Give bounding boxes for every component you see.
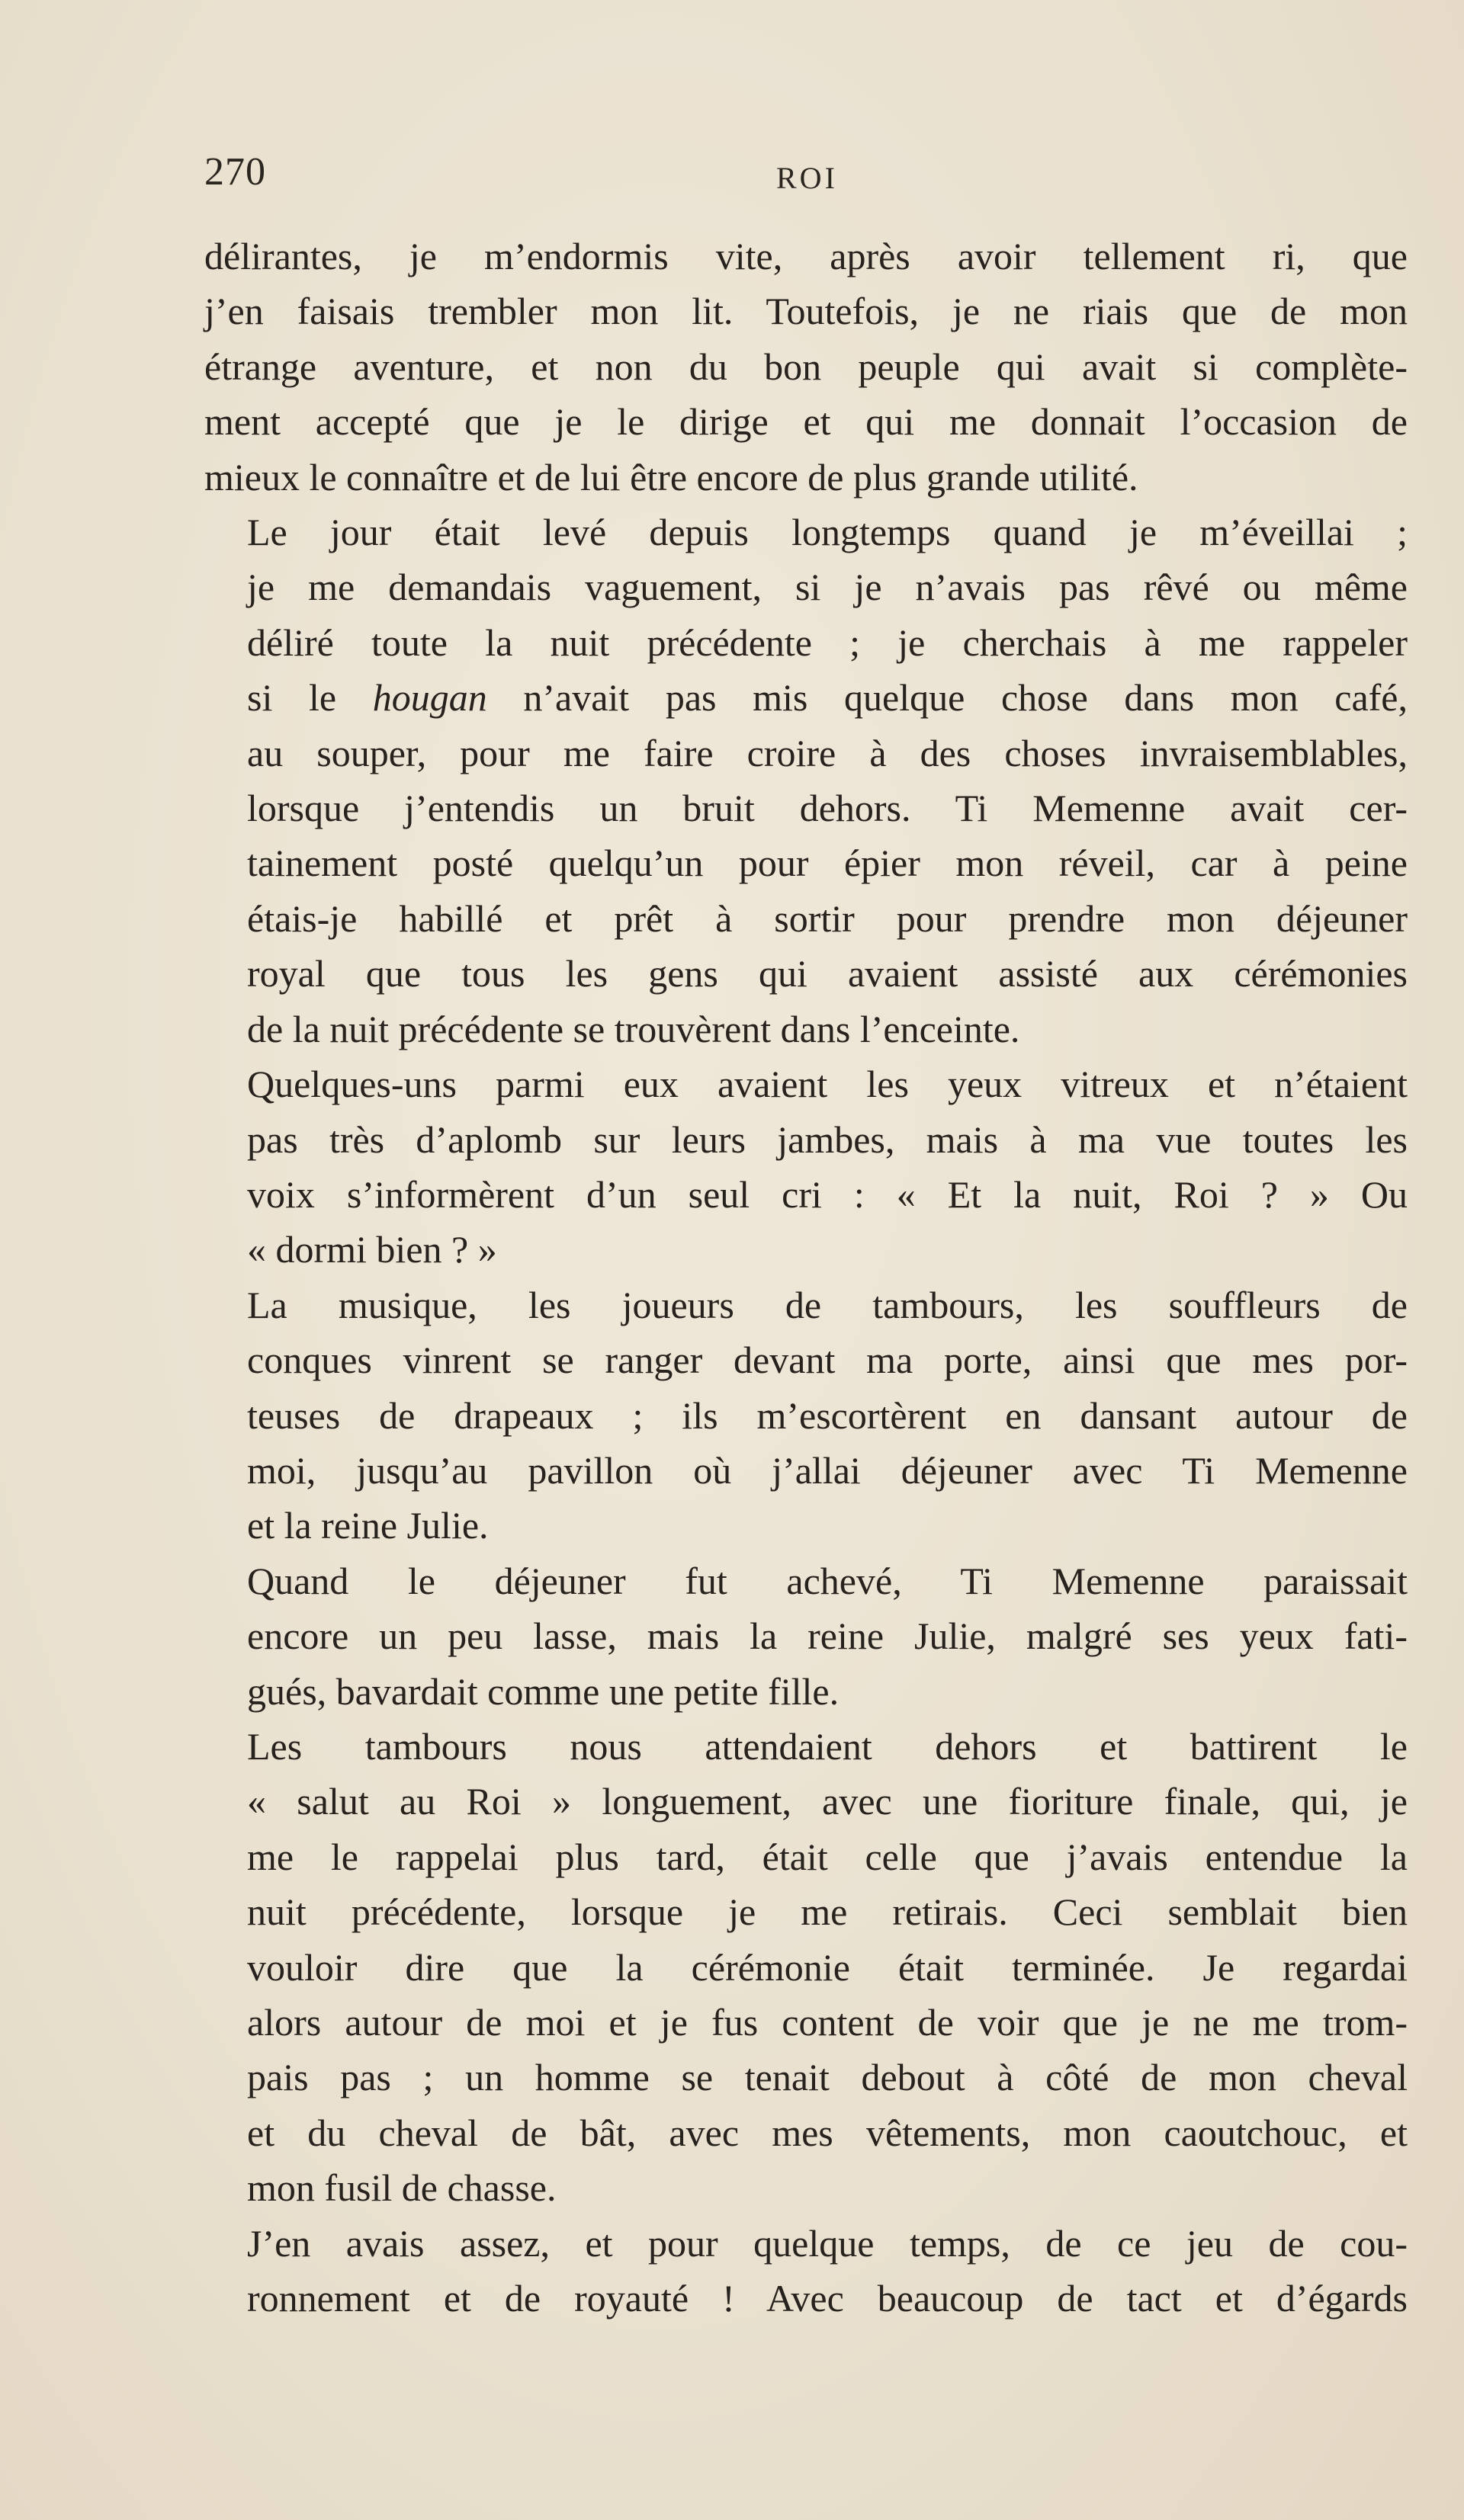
- text-line: alors autour de moi et je fus content de voir que je ne me trom-: [247, 2001, 1408, 2044]
- text-line: nuit précédente, lorsque je me retirais. Ceci semblait bien: [247, 1890, 1408, 1934]
- paragraph: [204, 505, 1408, 1056]
- paragraph: [204, 1553, 1408, 1719]
- text-line: mieux le connaître et de lui être encore de plus grande utilité.: [204, 455, 1138, 499]
- text-line: étrange aventure, et non du bon peuple qui avait si complète-: [204, 345, 1408, 388]
- text-line: Quelques-uns parmi eux avaient les yeux vitreux et n’étaient: [247, 1063, 1408, 1106]
- text-line: mon fusil de chasse.: [247, 2166, 557, 2210]
- text-line: et la reine Julie.: [247, 1504, 489, 1547]
- body-text: [204, 229, 1408, 2326]
- text-line: au souper, pour me faire croire à des choses invraisemblables,: [247, 731, 1408, 774]
- text-line: pais pas ; un homme se tenait debout à côté de mon cheval: [247, 2056, 1408, 2099]
- text-line: gués, bavardait comme une petite fille.: [247, 1669, 840, 1713]
- text-line: ment accepté que je le dirige et qui me donnait l’occasion de: [204, 400, 1408, 444]
- text-line: J’en avais assez, et pour quelque temps, de ce jeu de cou-: [247, 2221, 1408, 2265]
- text-line: déliré toute la nuit précédente ; je cherchais à me rappeler: [247, 620, 1408, 664]
- italic-term: hougan: [372, 676, 487, 720]
- text-line: j’en faisais trembler mon lit. Toutefois, je ne riais que de mon: [204, 290, 1408, 333]
- text-line: ronnement et de royauté ! Avec beaucoup de tact et d’égards: [247, 2277, 1408, 2320]
- text-line: teuses de drapeaux ; ils m’escortèrent en dansant autour de: [247, 1393, 1408, 1437]
- page-number: 270: [204, 150, 266, 194]
- text-line: et du cheval de bât, avec mes vêtements, mon caoutchouc, et: [247, 2111, 1408, 2154]
- text-line: étais-je habillé et prêt à sortir pour prendre mon déjeuner: [247, 896, 1408, 940]
- text-line: encore un peu lasse, mais la reine Julie, malgré ses yeux fati-: [247, 1614, 1408, 1658]
- text-line: voix s’informèrent d’un seul cri : « Et la nuit, Roi ? » Ou: [247, 1172, 1408, 1216]
- text-line: je me demandais vaguement, si je n’avais pas rêvé ou même: [247, 566, 1408, 609]
- paragraph: [204, 229, 1408, 505]
- text-line: royal que tous les gens qui avaient assisté aux cérémonies: [247, 952, 1408, 995]
- text-line: pas très d’aplomb sur leurs jambes, mais à ma vue toutes les: [247, 1117, 1408, 1161]
- text-line: Quand le déjeuner fut achevé, Ti Memenne paraissait: [247, 1559, 1408, 1602]
- text-line: tainement posté quelqu’un pour épier mon réveil, car à peine: [247, 842, 1408, 885]
- paragraph: [204, 1719, 1408, 2216]
- paragraph: [204, 1278, 1408, 1553]
- page-header: [204, 149, 1408, 203]
- text-line: La musique, les joueurs de tambours, les souffleurs de: [247, 1283, 1408, 1326]
- text-line: moi, jusqu’au pavillon où j’allai déjeuner avec Ti Memenne: [247, 1448, 1408, 1492]
- text-line: Les tambours nous attendaient dehors et battirent le: [247, 1724, 1408, 1768]
- text-line: me le rappelai plus tard, était celle que j’avais entendue la: [247, 1835, 1408, 1878]
- text-line: « dormi bien ? »: [247, 1228, 497, 1271]
- running-title: ROI: [776, 161, 838, 195]
- text-line: si le hougan n’avait pas mis quelque chose dans mon café,: [247, 676, 1408, 720]
- text-line: vouloir dire que la cérémonie était terminée. Je regardai: [247, 1945, 1408, 1989]
- text-line: délirantes, je m’endormis vite, après avoir tellement ri, que: [204, 235, 1408, 277]
- paragraph: [204, 1056, 1408, 1278]
- text-line: « salut au Roi » longuement, avec une fioriture finale, qui, je: [247, 1780, 1408, 1823]
- text-line: conques vinrent se ranger devant ma porte, ainsi que mes por-: [247, 1339, 1408, 1382]
- paragraph: [204, 2216, 1408, 2326]
- text-line: Le jour était levé depuis longtemps quand je m’éveillai ;: [247, 511, 1408, 554]
- text-line: de la nuit précédente se trouvèrent dans l’enceinte.: [247, 1007, 1020, 1050]
- text-line: lorsque j’entendis un bruit dehors. Ti Memenne avait cer-: [247, 787, 1408, 830]
